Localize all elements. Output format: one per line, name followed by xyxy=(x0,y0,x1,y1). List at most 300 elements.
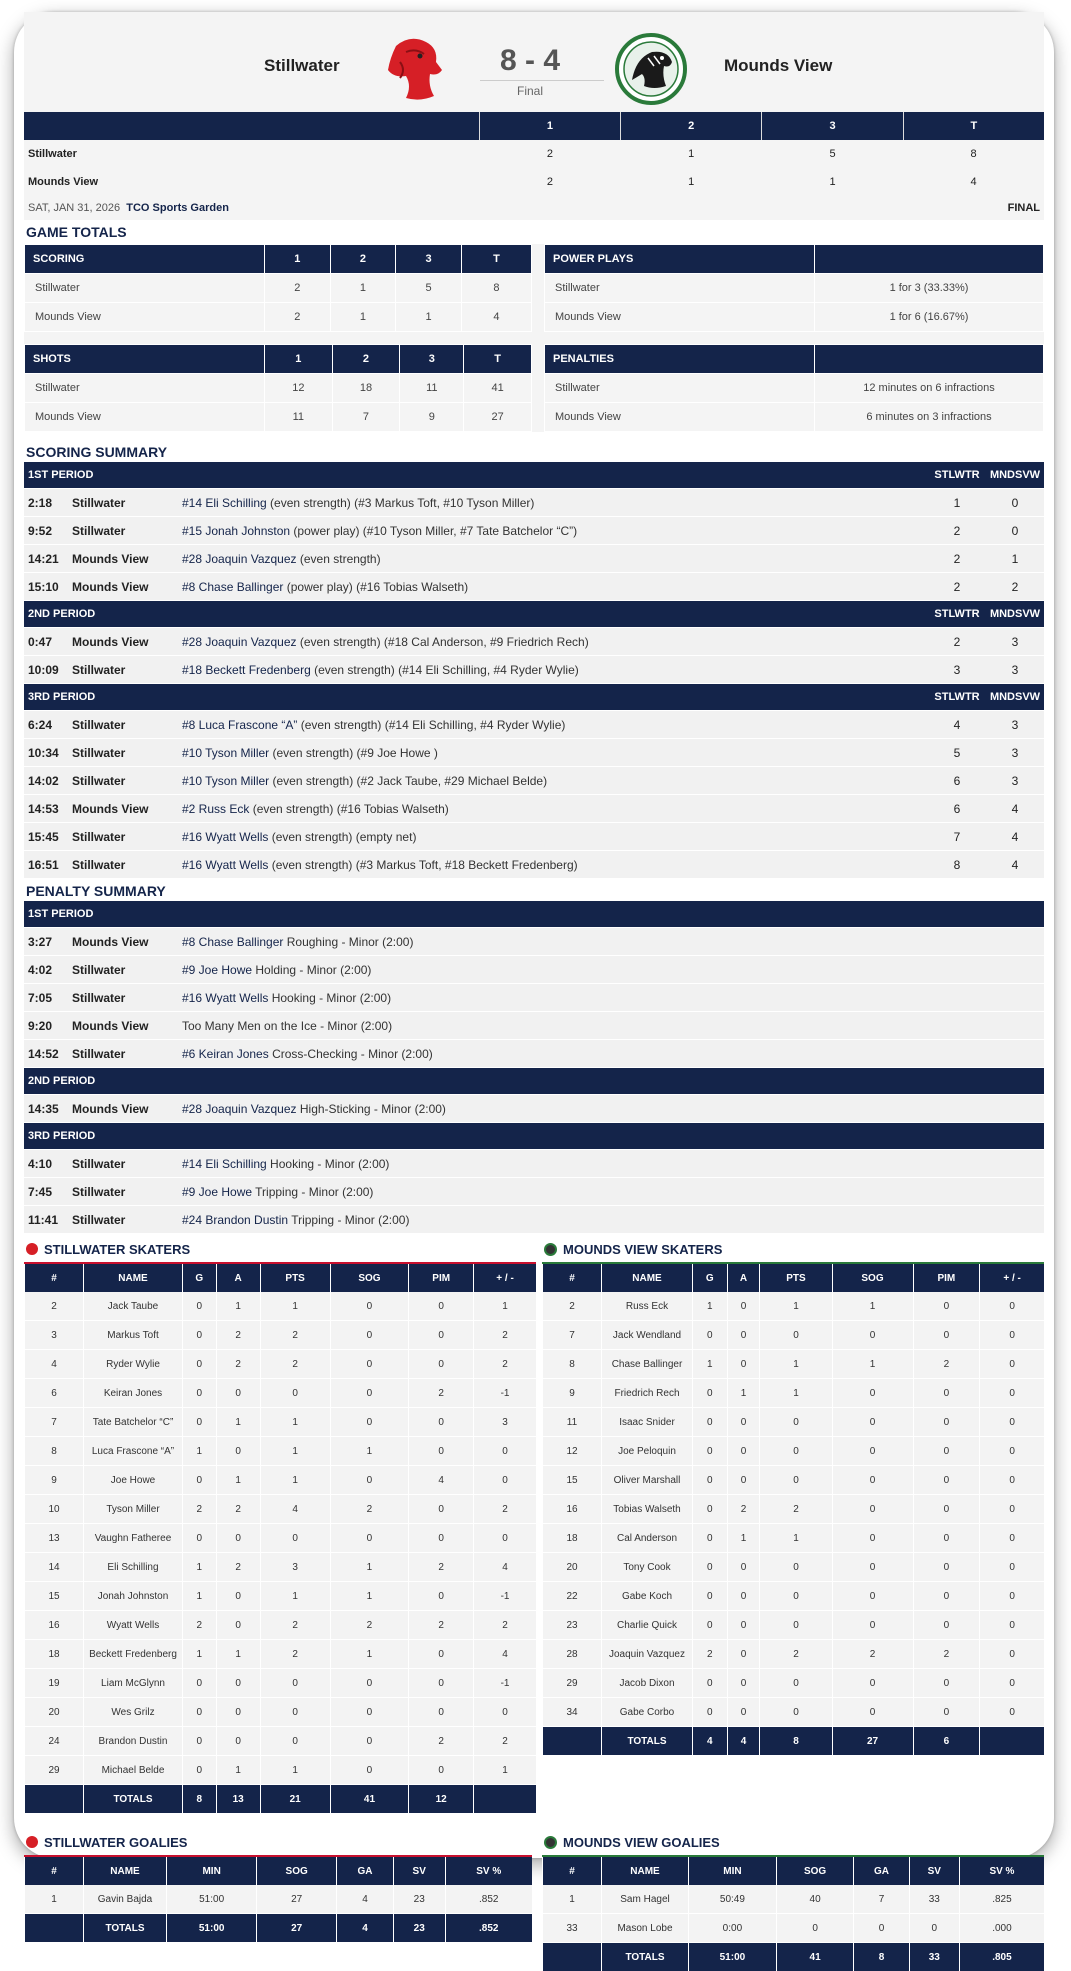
player-name[interactable]: Jack Wendland xyxy=(602,1321,693,1350)
goal-details: (even strength) (#3 Markus Toft, #18 Beckett Fredenberg) xyxy=(268,858,577,872)
linescore-period-3: 3 xyxy=(762,112,903,140)
stats-column-header[interactable]: GA xyxy=(854,1857,909,1885)
player-stat: 0 xyxy=(760,1669,832,1698)
stats-column-header[interactable]: SOG xyxy=(832,1264,913,1292)
player-number: 8 xyxy=(25,1437,84,1466)
player-stat: 1 xyxy=(330,1582,409,1611)
player-name[interactable]: Tate Batchelor “C” xyxy=(84,1408,183,1437)
goal-score-moundsview: 1 xyxy=(986,545,1044,573)
stats-column-header[interactable]: GA xyxy=(337,1857,394,1885)
player-stat: 0 xyxy=(776,1914,854,1943)
player-row xyxy=(25,1553,537,1582)
player-stat: 1 xyxy=(260,1756,330,1785)
stats-column-header[interactable]: NAME xyxy=(84,1857,167,1885)
goal-row xyxy=(24,767,1044,795)
stats-column-header[interactable]: SV xyxy=(909,1857,959,1885)
player-stat: 3 xyxy=(260,1553,330,1582)
stats-column-header[interactable]: G xyxy=(693,1264,728,1292)
player-stat: 2 xyxy=(474,1727,536,1756)
stats-column-header[interactable]: PIM xyxy=(913,1264,980,1292)
penalty-player-link[interactable]: #24 Brandon Dustin xyxy=(182,1213,288,1227)
player-stat: 0 xyxy=(913,1553,980,1582)
player-name[interactable]: Joaquin Vazquez xyxy=(602,1640,693,1669)
player-stat: 0 xyxy=(183,1408,217,1437)
player-name[interactable]: Ryder Wylie xyxy=(84,1350,183,1379)
player-stat: 0 xyxy=(474,1466,536,1495)
player-stat: 0 xyxy=(330,1408,409,1437)
stats-column-header[interactable]: SV % xyxy=(959,1857,1044,1885)
goal-scorer-link[interactable]: #16 Wyatt Wells xyxy=(182,830,268,844)
player-stat: 0 xyxy=(183,1698,217,1727)
player-name[interactable]: Sam Hagel xyxy=(602,1885,689,1914)
player-number: 4 xyxy=(25,1350,84,1379)
player-number: 34 xyxy=(543,1698,602,1727)
goal-score-stillwater: 5 xyxy=(928,739,986,767)
penalty-player-link[interactable]: #8 Chase Ballinger xyxy=(182,935,283,949)
player-row xyxy=(25,1495,537,1524)
penalty-player-link[interactable]: #6 Keiran Jones xyxy=(182,1047,269,1061)
player-stat: 0 xyxy=(409,1698,474,1727)
player-number: 2 xyxy=(543,1292,602,1321)
goal-time: 10:09 xyxy=(24,656,71,684)
player-name[interactable]: Gabe Corbo xyxy=(602,1698,693,1727)
power-plays-value: 1 for 6 (16.67%) xyxy=(815,303,1044,332)
penalty-team: Mounds View xyxy=(71,928,181,956)
scoring-col: 3 xyxy=(396,245,462,274)
totals-value: 23 xyxy=(393,1914,445,1943)
stats-column-header[interactable]: PTS xyxy=(260,1264,330,1292)
penalties-value: 6 minutes on 3 infractions xyxy=(815,403,1044,432)
penalty-description xyxy=(181,956,1044,984)
player-row xyxy=(25,1437,537,1466)
power-plays-team: Mounds View xyxy=(545,303,815,332)
player-number: 3 xyxy=(25,1321,84,1350)
linescore-blank-header xyxy=(24,112,479,140)
player-number: 1 xyxy=(543,1885,602,1914)
period-label: 3RD PERIOD xyxy=(24,1123,1044,1150)
stillwater-goalies xyxy=(24,1829,532,1971)
player-stat: 1 xyxy=(216,1408,260,1437)
scoring-cell: 5 xyxy=(396,274,462,303)
mounds-view-mustang-logo-icon[interactable] xyxy=(614,32,688,106)
goal-scorer-link[interactable]: #8 Luca Frascone “A” xyxy=(182,718,297,732)
goal-scorer-link[interactable]: #8 Chase Ballinger xyxy=(182,580,283,594)
penalty-player-link[interactable]: #28 Joaquin Vazquez xyxy=(182,1102,297,1116)
player-stat: 0 xyxy=(832,1408,913,1437)
player-stat: 1 xyxy=(727,1524,760,1553)
linescore-row xyxy=(24,140,1044,168)
goal-description xyxy=(181,489,928,517)
player-name[interactable]: Charlie Quick xyxy=(602,1611,693,1640)
player-row xyxy=(25,1698,537,1727)
scoring-row xyxy=(25,274,532,303)
scoring-row xyxy=(25,303,532,332)
goal-time: 14:21 xyxy=(24,545,71,573)
stats-column-header[interactable]: MIN xyxy=(689,1857,777,1885)
player-name[interactable]: Gavin Bajda xyxy=(84,1885,167,1914)
player-name[interactable]: Cal Anderson xyxy=(602,1524,693,1553)
player-stat: 4 xyxy=(260,1495,330,1524)
player-stat: 0 xyxy=(409,1756,474,1785)
shots-team: Stillwater xyxy=(25,374,265,403)
totals-value: 27 xyxy=(257,1914,337,1943)
scoring-title: SCORING xyxy=(25,245,265,274)
penalties-row xyxy=(545,374,1044,403)
player-stat: 0 xyxy=(727,1698,760,1727)
player-stat: 0 xyxy=(260,1669,330,1698)
goal-scorer-link[interactable]: #2 Russ Eck xyxy=(182,802,249,816)
penalty-player-link[interactable]: #14 Eli Schilling xyxy=(182,1157,267,1171)
goal-score-stillwater: 3 xyxy=(928,656,986,684)
scoring-cell: 1 xyxy=(330,303,396,332)
goal-scorer-link[interactable]: #28 Joaquin Vazquez xyxy=(182,635,297,649)
stats-column-header[interactable]: # xyxy=(543,1264,602,1292)
shots-row xyxy=(25,374,532,403)
player-stat: 2 xyxy=(409,1727,474,1756)
player-name[interactable]: Luca Frascone “A” xyxy=(84,1437,183,1466)
penalties-team: Stillwater xyxy=(545,374,815,403)
player-stat: 0 xyxy=(409,1292,474,1321)
player-number: 1 xyxy=(25,1885,84,1914)
player-stat: 1 xyxy=(330,1437,409,1466)
totals-row xyxy=(25,1914,533,1943)
moundsview-abbrev: MNDSVW xyxy=(986,601,1044,628)
linescore-table xyxy=(24,112,1044,196)
player-stat: 0 xyxy=(330,1727,409,1756)
totals-value: 51:00 xyxy=(167,1914,257,1943)
player-stat: 2 xyxy=(260,1640,330,1669)
player-stat: 0 xyxy=(260,1698,330,1727)
player-stat: 0 xyxy=(693,1379,728,1408)
player-stat: 2 xyxy=(216,1495,260,1524)
stats-column-header[interactable]: SOG xyxy=(330,1264,409,1292)
player-stat: 1 xyxy=(216,1640,260,1669)
player-name[interactable]: Vaughn Fatheree xyxy=(84,1524,183,1553)
player-name[interactable]: Liam McGlynn xyxy=(84,1669,183,1698)
player-stat: 1 xyxy=(330,1553,409,1582)
player-name[interactable]: Joe Howe xyxy=(84,1466,183,1495)
penalty-description xyxy=(181,984,1044,1012)
linescore-period-2: 2 xyxy=(621,112,762,140)
goal-time: 15:45 xyxy=(24,823,71,851)
shots-cell: 27 xyxy=(464,403,532,432)
penalties-title: PENALTIES xyxy=(545,345,815,374)
goal-details: (power play) (#16 Tobias Walseth) xyxy=(283,580,468,594)
player-name[interactable]: Wes Grilz xyxy=(84,1698,183,1727)
player-row xyxy=(543,1379,1045,1408)
game-venue[interactable]: TCO Sports Garden xyxy=(126,202,229,214)
power-plays-row xyxy=(545,274,1044,303)
shots-cell: 9 xyxy=(400,403,464,432)
player-stat: 1 xyxy=(216,1292,260,1321)
penalty-infraction: Cross-Checking - Minor (2:00) xyxy=(269,1047,433,1061)
player-number: 15 xyxy=(25,1582,84,1611)
goal-score-moundsview: 0 xyxy=(986,489,1044,517)
player-stat: 0:00 xyxy=(689,1914,777,1943)
player-stat: 0 xyxy=(727,1611,760,1640)
stats-column-header[interactable]: SV xyxy=(393,1857,445,1885)
player-name[interactable]: Gabe Koch xyxy=(602,1582,693,1611)
player-stat: 2 xyxy=(913,1640,980,1669)
goal-details: (even strength) (empty net) xyxy=(268,830,416,844)
goal-description xyxy=(181,545,928,573)
penalties-blank xyxy=(815,345,1044,374)
player-stat: 0 xyxy=(980,1321,1044,1350)
player-stat: 0 xyxy=(727,1582,760,1611)
player-number: 28 xyxy=(543,1640,602,1669)
totals-value: 13 xyxy=(216,1785,260,1814)
goal-team: Mounds View xyxy=(71,628,181,656)
goal-scorer-link[interactable]: #16 Wyatt Wells xyxy=(182,858,268,872)
player-stat: 0 xyxy=(727,1408,760,1437)
player-stat: 0 xyxy=(693,1553,728,1582)
player-number: 9 xyxy=(543,1379,602,1408)
player-stat: 0 xyxy=(980,1640,1044,1669)
player-stat: 0 xyxy=(183,1524,217,1553)
player-stat: 4 xyxy=(409,1466,474,1495)
player-name[interactable]: Tyson Miller xyxy=(84,1495,183,1524)
moundsview-skaters-title: MOUNDS VIEW SKATERS xyxy=(563,1242,722,1257)
player-name[interactable]: Brandon Dustin xyxy=(84,1727,183,1756)
player-stat: 0 xyxy=(760,1611,832,1640)
goal-team: Stillwater xyxy=(71,823,181,851)
goal-score-stillwater: 2 xyxy=(928,573,986,601)
penalty-player-link[interactable]: #16 Wyatt Wells xyxy=(182,991,268,1005)
scoring-col: 1 xyxy=(265,245,331,274)
goal-team: Mounds View xyxy=(71,545,181,573)
player-name[interactable]: Friedrich Rech xyxy=(602,1379,693,1408)
player-row xyxy=(25,1408,537,1437)
player-stat: 0 xyxy=(409,1582,474,1611)
player-stat: 1 xyxy=(474,1756,536,1785)
player-stat: 0 xyxy=(913,1495,980,1524)
player-name[interactable]: Jacob Dixon xyxy=(602,1669,693,1698)
goal-row xyxy=(24,656,1044,684)
goal-scorer-link[interactable]: #10 Tyson Miller xyxy=(182,774,269,788)
goal-details: (even strength) (#14 Eli Schilling, #4 Ryder Wylie) xyxy=(311,663,579,677)
scoring-summary-table xyxy=(24,462,1044,879)
stats-column-header[interactable]: G xyxy=(183,1264,217,1292)
player-stat: .000 xyxy=(959,1914,1044,1943)
penalties-value: 12 minutes on 6 infractions xyxy=(815,374,1044,403)
player-stat: 1 xyxy=(260,1466,330,1495)
stats-column-header[interactable]: # xyxy=(25,1857,84,1885)
penalty-infraction: Tripping - Minor (2:00) xyxy=(252,1185,373,1199)
stats-column-header[interactable]: # xyxy=(543,1857,602,1885)
linescore-cell: 5 xyxy=(762,140,903,168)
player-name[interactable]: Eli Schilling xyxy=(84,1553,183,1582)
totals-value: 41 xyxy=(776,1943,854,1971)
goal-team: Stillwater xyxy=(71,739,181,767)
player-stat: 0 xyxy=(913,1292,980,1321)
goal-score-stillwater: 6 xyxy=(928,767,986,795)
player-number: 2 xyxy=(25,1292,84,1321)
scoring-cell: 2 xyxy=(265,303,331,332)
player-stat: 0 xyxy=(913,1321,980,1350)
goal-scorer-link[interactable]: #14 Eli Schilling xyxy=(182,496,267,510)
goal-score-stillwater: 6 xyxy=(928,795,986,823)
goal-time: 14:02 xyxy=(24,767,71,795)
goal-scorer-link[interactable]: #28 Joaquin Vazquez xyxy=(182,552,297,566)
penalty-player-link[interactable]: #9 Joe Howe xyxy=(182,1185,252,1199)
player-name[interactable]: Tony Cook xyxy=(602,1553,693,1582)
away-team-name[interactable]: Mounds View xyxy=(724,56,832,76)
player-stat: 3 xyxy=(474,1408,536,1437)
linescore-team[interactable]: Mounds View xyxy=(24,168,479,196)
player-name[interactable]: Markus Toft xyxy=(84,1321,183,1350)
goal-team: Stillwater xyxy=(71,711,181,739)
goal-scorer-link[interactable]: #18 Beckett Fredenberg xyxy=(182,663,311,677)
player-name[interactable]: Jonah Johnston xyxy=(84,1582,183,1611)
goal-details: (even strength) (#3 Markus Toft, #10 Tyson Miller) xyxy=(267,496,535,510)
skaters-section xyxy=(24,1236,1044,1813)
player-stat: 33 xyxy=(909,1885,959,1914)
goal-team: Stillwater xyxy=(71,851,181,879)
penalty-row xyxy=(24,1178,1044,1206)
goal-scorer-link[interactable]: #15 Jonah Johnston xyxy=(182,524,290,538)
player-number: 19 xyxy=(25,1669,84,1698)
penalty-infraction: Holding - Minor (2:00) xyxy=(252,963,371,977)
stats-column-header[interactable]: NAME xyxy=(84,1264,183,1292)
stats-column-header[interactable]: NAME xyxy=(602,1857,689,1885)
player-stat: 0 xyxy=(727,1292,760,1321)
player-stat: 1 xyxy=(760,1292,832,1321)
goal-description xyxy=(181,711,928,739)
player-stat: 1 xyxy=(183,1437,217,1466)
player-stat: 1 xyxy=(260,1408,330,1437)
player-number: 9 xyxy=(25,1466,84,1495)
player-stat: 0 xyxy=(832,1669,913,1698)
player-stat: -1 xyxy=(474,1379,536,1408)
player-name[interactable]: Beckett Fredenberg xyxy=(84,1640,183,1669)
period-label: 2ND PERIOD xyxy=(24,601,928,628)
stats-column-header[interactable]: PTS xyxy=(760,1264,832,1292)
totals-blank xyxy=(25,1914,84,1943)
penalty-description xyxy=(181,1206,1044,1234)
stats-column-header[interactable]: SOG xyxy=(257,1857,337,1885)
stats-column-header[interactable]: MIN xyxy=(167,1857,257,1885)
penalties-table xyxy=(544,344,1044,432)
stats-column-header[interactable]: SV % xyxy=(445,1857,532,1885)
player-stat: 4 xyxy=(474,1640,536,1669)
player-stat: 23 xyxy=(393,1885,445,1914)
goal-row xyxy=(24,545,1044,573)
player-stat: 0 xyxy=(409,1321,474,1350)
player-stat: 0 xyxy=(913,1698,980,1727)
stillwater-logo-icon xyxy=(26,1836,38,1848)
totals-value: 33 xyxy=(909,1943,959,1971)
shots-cell: 11 xyxy=(265,403,333,432)
goal-score-moundsview: 4 xyxy=(986,823,1044,851)
player-stat: 0 xyxy=(727,1321,760,1350)
player-name[interactable]: Wyatt Wells xyxy=(84,1611,183,1640)
stats-column-header[interactable]: + / - xyxy=(474,1264,536,1292)
player-name[interactable]: Keiran Jones xyxy=(84,1379,183,1408)
player-stat: 0 xyxy=(832,1698,913,1727)
stats-column-header[interactable]: A xyxy=(216,1264,260,1292)
penalty-team: Stillwater xyxy=(71,984,181,1012)
penalty-description xyxy=(181,1012,1044,1040)
period-header-row xyxy=(24,684,1044,711)
goal-score-moundsview: 3 xyxy=(986,711,1044,739)
linescore-cell: 2 xyxy=(479,168,620,196)
player-name[interactable]: Mason Lobe xyxy=(602,1914,689,1943)
player-name[interactable]: Isaac Snider xyxy=(602,1408,693,1437)
totals-blank xyxy=(474,1785,536,1814)
stats-column-header[interactable]: + / - xyxy=(980,1264,1044,1292)
player-row xyxy=(25,1524,537,1553)
game-header xyxy=(24,12,1044,112)
stillwater-pony-logo-icon[interactable] xyxy=(376,32,450,106)
penalty-infraction: Hooking - Minor (2:00) xyxy=(268,991,391,1005)
stats-column-header[interactable]: A xyxy=(727,1264,760,1292)
stats-column-header[interactable]: NAME xyxy=(602,1264,693,1292)
player-stat: 0 xyxy=(693,1582,728,1611)
goal-time: 10:34 xyxy=(24,739,71,767)
player-row xyxy=(25,1582,537,1611)
player-stat: 0 xyxy=(760,1321,832,1350)
penalty-player-link[interactable]: #9 Joe Howe xyxy=(182,963,252,977)
penalty-infraction: Tripping - Minor (2:00) xyxy=(288,1213,409,1227)
player-stat: 0 xyxy=(913,1524,980,1553)
player-stat: 0 xyxy=(913,1379,980,1408)
player-stat: 0 xyxy=(330,1292,409,1321)
player-row xyxy=(543,1553,1045,1582)
player-name[interactable]: Tobias Walseth xyxy=(602,1495,693,1524)
shots-cell: 18 xyxy=(332,374,400,403)
goal-scorer-link[interactable]: #10 Tyson Miller xyxy=(182,746,269,760)
player-name[interactable]: Jack Taube xyxy=(84,1292,183,1321)
goal-score-stillwater: 1 xyxy=(928,489,986,517)
player-row xyxy=(25,1466,537,1495)
player-stat: 2 xyxy=(693,1640,728,1669)
player-row xyxy=(25,1727,537,1756)
home-team-name[interactable]: Stillwater xyxy=(264,56,340,76)
penalty-row xyxy=(24,1095,1044,1123)
player-stat: 0 xyxy=(216,1437,260,1466)
goal-score-stillwater: 4 xyxy=(928,711,986,739)
goal-description xyxy=(181,823,928,851)
linescore-team[interactable]: Stillwater xyxy=(24,140,479,168)
player-number: 16 xyxy=(543,1495,602,1524)
player-name[interactable]: Michael Belde xyxy=(84,1756,183,1785)
stats-column-header[interactable]: SOG xyxy=(776,1857,854,1885)
player-stat: 4 xyxy=(474,1553,536,1582)
stats-column-header[interactable]: # xyxy=(25,1264,84,1292)
stillwater-abbrev: STLWTR xyxy=(928,462,986,489)
penalty-description xyxy=(181,1040,1044,1068)
period-label: 3RD PERIOD xyxy=(24,684,928,711)
goal-description xyxy=(181,767,928,795)
player-name[interactable]: Chase Ballinger xyxy=(602,1350,693,1379)
penalty-team: Mounds View xyxy=(71,1095,181,1123)
player-stat: 0 xyxy=(693,1669,728,1698)
player-name[interactable]: Russ Eck xyxy=(602,1292,693,1321)
player-name[interactable]: Oliver Marshall xyxy=(602,1466,693,1495)
player-name[interactable]: Joe Peloquin xyxy=(602,1437,693,1466)
player-row xyxy=(543,1582,1045,1611)
goal-team: Mounds View xyxy=(71,795,181,823)
goal-time: 16:51 xyxy=(24,851,71,879)
moundsview-logo-icon xyxy=(544,1836,557,1849)
stats-column-header[interactable]: PIM xyxy=(409,1264,474,1292)
totals-value: 41 xyxy=(330,1785,409,1814)
player-stat: 0 xyxy=(183,1466,217,1495)
goal-score-moundsview: 0 xyxy=(986,517,1044,545)
player-stat: 0 xyxy=(980,1669,1044,1698)
player-stat: 0 xyxy=(330,1379,409,1408)
player-stat: 2 xyxy=(260,1611,330,1640)
